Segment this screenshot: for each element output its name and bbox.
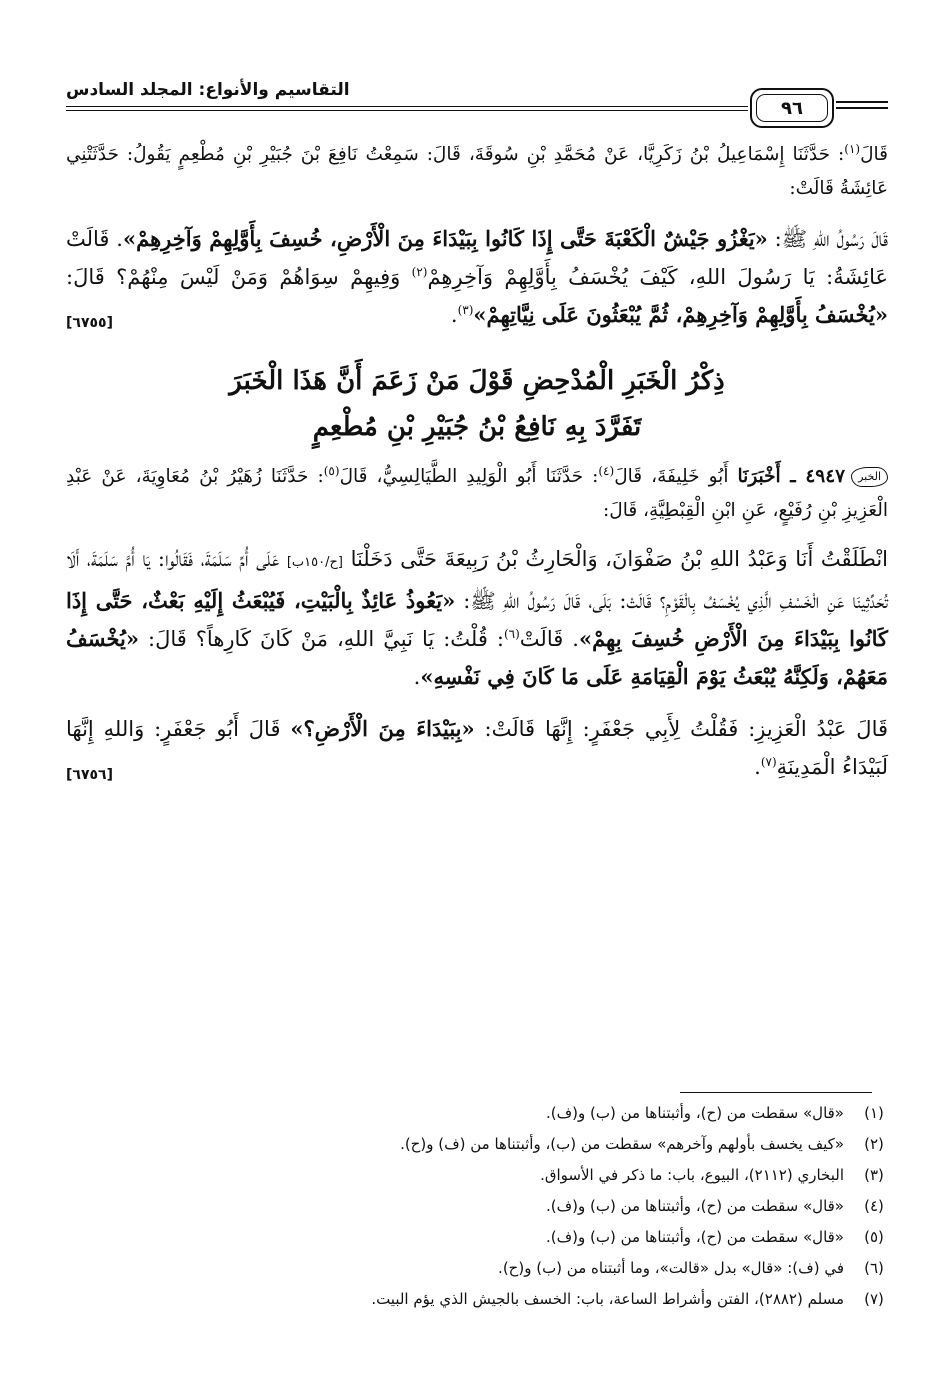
- chapter-heading-line-1: ذِكْرُ الْخَبَرِ الْمُدْحِضِ قَوْلَ مَنْ زَعَمَ أَنَّ هَذَا الْخَبَرَ: [229, 366, 725, 396]
- footnote-number: (٣): [864, 1166, 884, 1184]
- footnote: [66, 1129, 888, 1160]
- text-span: : حَدَّثَنَا أَبُو الْوَلِيدِ الطَّيَالِسِيُّ، قَالَ: [339, 466, 599, 487]
- running-title: التقاسيم والأنواع: المجلد السادس: [66, 80, 350, 100]
- footnote-number: (٧): [864, 1290, 884, 1308]
- footnote-number: (٤): [864, 1197, 884, 1215]
- text-span: .: [450, 303, 458, 327]
- text-span: قَالَ رَسُولُ اللهِ ﷺ:: [767, 227, 888, 251]
- isnad-paragraph-2: [66, 460, 888, 528]
- manuscript-reference: [ح/١٥٠ب]: [286, 555, 343, 570]
- text-span: انْطَلَقْتُ أَنَا وَعَبْدُ اللهِ بْنُ صَفْوَانَ، وَالْحَارِثُ بْنُ رَبِيعَةَ حَتَّى دَخَلْنَا: [342, 547, 889, 571]
- footnote-text: البخاري (٢١١٢)، البيوع، باب: ما ذكر في الأسواق.: [540, 1166, 844, 1184]
- footnote: [66, 1191, 888, 1222]
- header-rule-left: [66, 106, 748, 111]
- isnad-paragraph-1: [66, 138, 888, 206]
- footnote: [66, 1253, 888, 1284]
- text-span: . قَالَتْ عَائِشَةُ: يَا رَسُولَ اللهِ، كَيْفَ يُخْسَفُ بِأَوَّلِهِمْ وَآخِرِهِمْ: [66, 227, 888, 289]
- prophetic-text: «يَغْزُو جَيْشٌ الْكَعْبَةَ حَتَّى إِذَا كَانُوا بِبَيْدَاءَ مِنَ الْأَرْضِ، خُسِفَ بِأَوَّلِهِمْ وَآخِرِهِمْ»: [122, 226, 768, 251]
- hadith-paragraph-1: [66, 220, 888, 334]
- hadith-reference: [٦٧٥٦]: [66, 767, 113, 783]
- footnote-number: (١): [864, 1104, 884, 1122]
- footnote-text: «قال» سقطت من (ح)، وأثبتناها من (ب) و(ف).: [545, 1197, 844, 1215]
- footnote-marker: (٥): [323, 463, 340, 478]
- footnote-marker: (١): [844, 141, 861, 156]
- hadith-reference: [٦٧٥٥]: [66, 315, 113, 331]
- footnote-marker: (٣): [457, 303, 474, 317]
- chapter-heading: [66, 358, 888, 450]
- text-span: .: [413, 665, 421, 689]
- footnote-number: (٦): [864, 1259, 884, 1277]
- footnote-marker: (٢): [411, 265, 428, 279]
- prophetic-text: «يُخْسَفُ مَعَهُمْ، وَلَكِنَّهُ يُبْعَثُ يَوْمَ الْقِيَامَةِ عَلَى مَا كَانَ فِي نَفْسِهِ»: [66, 626, 888, 689]
- chapter-heading-line-2: تَفَرَّدَ بِهِ نَافِعُ بْنُ جُبَيْرِ بْنِ مُطْعِمٍ: [312, 412, 642, 442]
- text-span: : حَدَّثَنَا زُهَيْرُ بْنُ مُعَاوِيَةَ، عَنْ عَبْدِ الْعَزِيزِ بْنِ رُفَيْعٍ، عَنِ ابْنِ الْقِبْطِيَّةِ، قَالَ:: [66, 466, 888, 521]
- text-span: قَالَ: [860, 144, 888, 165]
- text-span: أَبُو خَلِيفَةَ، قَالَ: [614, 466, 738, 487]
- prophetic-text: «يُخْسَفُ بِأَوَّلِهِمْ وَآخِرِهِمْ، ثُمَّ يُبْعَثُونَ عَلَى نِيَّاتِهِمْ»: [473, 302, 888, 327]
- footnote-text: «كيف يخسف بأولهم وآخرهم» سقطت من (ب)، وأثبتناها من (ف) و(ح).: [400, 1135, 844, 1153]
- text-span: : قُلْتُ: يَا نَبِيَّ اللهِ، مَنْ كَانَ كَارِهاً؟ قَالَ:: [139, 627, 504, 651]
- hadith-paragraph-2: [66, 540, 888, 696]
- book-page: [66, 70, 888, 794]
- footnote-marker: (٦): [503, 627, 520, 641]
- footnote-text: في (ف): «قال» بدل «قالت»، وما أثبتناه من (ب) و(ح).: [498, 1259, 844, 1277]
- text-span: .: [754, 755, 761, 779]
- footnote-text: «قال» سقطت من (ح)، وأثبتناها من (ب) و(ف).: [545, 1104, 844, 1122]
- text-span: قَالَ أَبُو جَعْفَرٍ: وَاللهِ إِنَّهَا لَبَيْدَاءُ الْمَدِينَةِ: [66, 717, 888, 779]
- text-span: . قَالَتْ: [519, 627, 579, 651]
- footnote-separator: [680, 1092, 872, 1093]
- text-span: قَالَ عَبْدُ الْعَزِيزِ: فَقُلْتُ لِأَبِي جَعْفَرٍ: إِنَّهَا قَالَتْ:: [474, 717, 889, 741]
- prophetic-text: «بِبَيْدَاءَ مِنَ الْأَرْضِ؟»: [290, 716, 475, 741]
- hadith-paragraph-3: [66, 710, 888, 786]
- footnote: [66, 1098, 888, 1129]
- footnote-number: (٥): [864, 1228, 884, 1246]
- hadith-ornament-icon: الخبر: [851, 467, 888, 487]
- page-number: ٩٦: [756, 94, 828, 122]
- footnote: [66, 1284, 888, 1315]
- text-span: وَفِيهِمْ سِوَاهُمْ وَمَنْ لَيْسَ مِنْهُمْ؟ قَالَ:: [66, 265, 412, 289]
- header-rule-right: [836, 101, 888, 109]
- text-span: عَلَى أُمِّ سَلَمَةَ، فَقَالُوا: يَا أُمَّ سَلَمَةَ، أَلَا تُحَدِّثِينَا عَنِ الْخَسْفِ الَّذِي يُخْسَفُ بِالْقَوْمِ؟ قَالَتْ: بَلَى، قَالَ رَسُولُ اللهِ ﷺ:: [66, 547, 888, 613]
- footnote-text: «قال» سقطت من (ح)، وأثبتناها من (ب) و(ف).: [545, 1228, 844, 1246]
- footnote-number: (٢): [864, 1135, 884, 1153]
- page-number-frame: [750, 88, 834, 128]
- footnote: [66, 1160, 888, 1191]
- hadith-number: ٤٩٤٧ ـ أَخْبَرَنَا: [737, 466, 846, 487]
- footnote: [66, 1222, 888, 1253]
- footnotes: [66, 1098, 888, 1315]
- footnote-marker: (٧): [760, 755, 777, 769]
- footnote-marker: (٤): [598, 463, 615, 478]
- prophetic-text: «يَعُوذُ عَائِذٌ بِالْبَيْتِ، فَيُبْعَثُ إِلَيْهِ بَعْثٌ، حَتَّى إِذَا كَانُوا بِبَيْدَاءَ مِنَ الْأَرْضِ خُسِفَ بِهِمْ»: [66, 588, 888, 651]
- footnote-text: مسلم (٢٨٨٢)، الفتن وأشراط الساعة، باب: الخسف بالجيش الذي يؤم البيت.: [371, 1290, 844, 1308]
- text-span: : حَدَّثَنَا إِسْمَاعِيلُ بْنُ زَكَرِيَّا، عَنْ مُحَمَّدِ بْنِ سُوقَةَ، قَالَ: سَمِعْتُ نَافِعَ بْنَ جُبَيْرِ بْنِ مُطْعِمٍ يَقُولُ: حَدَّثَتْنِي عَائِشَةُ قَالَتْ:: [66, 144, 888, 199]
- page-header: [66, 70, 888, 132]
